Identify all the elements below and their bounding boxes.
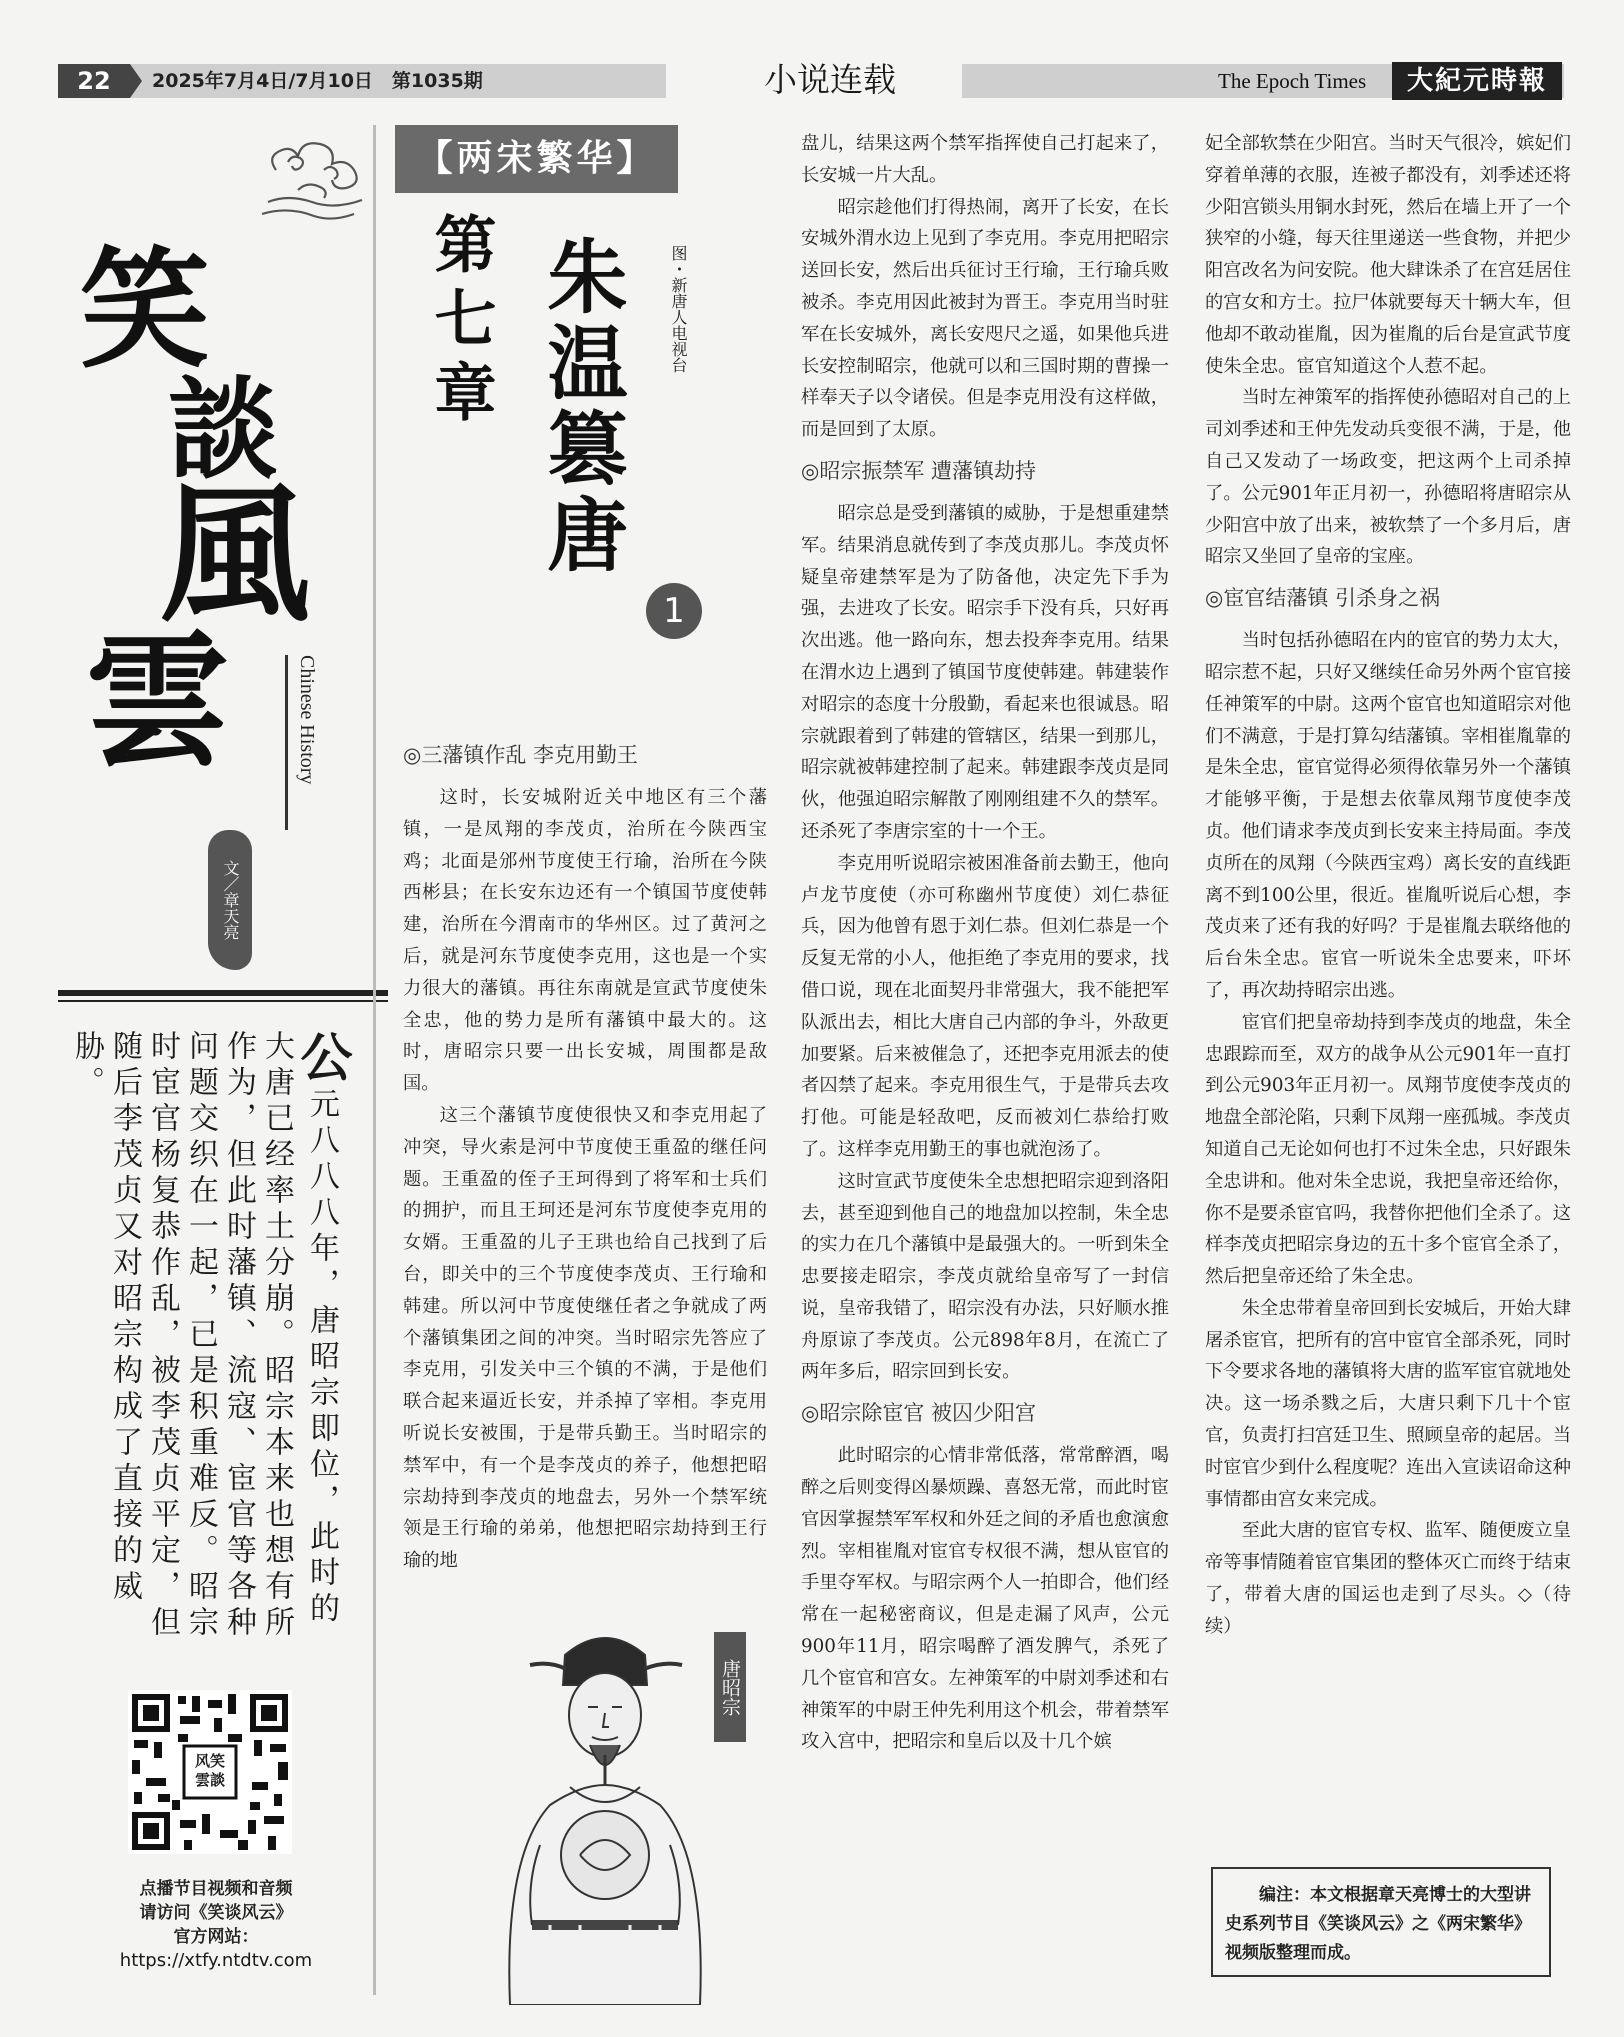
paragraph: 朱全忠带着皇帝回到长安城后，开始大肆屠杀宦官，把所有的宫中宦官全部杀死，同时下令要求各地的藩镇将大唐的监军宦官就地处决。这一场杀戮之后，大唐只剩下几十个宦官，负责打扫宫廷卫生、照顾皇帝的起居。当时宦官少到什么程度呢？连出入宣读诏命这种事情都由宫女来完成。 — [1205, 1297, 1571, 1510]
editor-note-text: 编注：本文根据章天亮博士的大型讲史系列节目《笑谈风云》之《两宋繁华》视频版整理而成。 — [1225, 1885, 1531, 1963]
paragraph: 这三个藩镇节度使很快又和李克用起了冲突，导火索是河中节度使王重盈的继任问题。王重盈的侄子王珂得到了将军和士兵们的拥护，而且王珂还是河东节度使李克用的女婿。王重盈的儿子王珙也给自己找到了后台，即关中的三个节度使李茂贞、王行瑜和韩建。所以河中节度使继任者之争就成了两个藩镇集团之间的冲突。当时昭宗先答应了李克用，引发关中三个镇的不满，于是他们联合起来逼近长安，并杀掉了宰相。李克用听说长安被围，于是带兵勤王。当时昭宗的禁军中，有一个是李茂贞的养子，他想把昭宗劫持到李茂贞的地盘去，另外一个禁军统领是王行瑜的弟弟，他想把昭宗劫持到王行瑜的地 — [403, 1104, 767, 1572]
paragraph: 宦官们把皇帝劫持到李茂贞的地盘，朱全忠跟踪而至，双方的战争从公元901年一直打到公元903年正月初一。凤翔节度使李茂贞的地盘全部沦陷，只剩下凤翔一座孤城。李茂贞知道自己无论如何也打不过朱全忠，只好跟朱全忠讲和。他对朱全忠说，我把皇帝还给你，你不是要杀宦官吗，我替你把他们全杀了。这样李茂贞把昭宗身边的五十多个宦官全杀了，然后把皇帝还给了朱全忠。 — [1205, 1011, 1571, 1288]
subheading: ◎宦官结藩镇 引杀身之祸 — [1205, 586, 1440, 611]
issue-date: 2025年7月4日/7月10日 第1035期 — [152, 70, 483, 92]
calligraphy-char-1: 笑 — [80, 233, 211, 386]
paragraph-continued: 盘儿，结果这两个禁军指挥使自己打起来了，长安城一片大乱。 — [801, 133, 1169, 186]
subheading: ◎三藩镇作乱 李克用勤王 — [403, 743, 638, 767]
image-credit: 图・新唐人电视台 — [669, 245, 688, 373]
qr-url-link[interactable]: https://xtfy.ntdtv.com — [119, 1950, 313, 1971]
part-number-badge: 1 — [646, 583, 702, 639]
series-tag: 【两宋繁华】 — [395, 125, 678, 193]
article-column-2 — [801, 128, 1169, 1758]
left-rule-thin — [58, 1000, 388, 1002]
auspicious-cloud-icon — [258, 140, 368, 230]
qr-caption: 点播节目视频和音频 请访问《笑谈风云》 官方网站： — [139, 1879, 293, 1947]
article-column-1 — [403, 730, 767, 1577]
emperor-portrait-illustration — [470, 1615, 740, 2005]
brand-english: The Epoch Times — [1218, 69, 1367, 93]
editor-note — [1211, 1867, 1551, 1977]
paragraph-continued: 妃全部软禁在少阳宫。当时天气很冷，嫔妃们穿着单薄的衣服，连被子都没有，刘季述还将少阳宫锁头用铜水封死，然后在墙上开了一个狭窄的小缝，每天往里递送一些食物，并把少阳宫改名为问安院。他大肆诛杀了在宫廷居住的宫女和方士。拉尸体就要每天十辆大车，但他却不敢动崔胤，因为崔胤的后台是宣武节度使朱全忠。宦官知道这个人惹不起。 — [1205, 133, 1571, 377]
subheading: ◎昭宗除宦官 被囚少阳宫 — [801, 1401, 1036, 1426]
paragraph: 昭宗总是受到藩镇的威胁，于是想重建禁军。结果消息就传到了李茂贞那儿。李茂贞怀疑皇帝建禁军是为了防备他，决定先下手为强，去进攻了长安。昭宗手下没有兵，只好再次出逃。他一路向东，想去投奔李克用。结果在渭水边上遇到了镇国节度使韩建。韩建装作对昭宗的态度十分殷勤，看起来也很诚恳。昭宗就跟着到了韩建的管辖区，结果一到那儿，昭宗就被韩建控制了起来。韩建跟李茂贞是同伙，他强迫昭宗解散了刚刚组建不久的禁军。还杀死了李唐宗室的十一个王。 — [801, 502, 1169, 842]
paragraph: 李克用听说昭宗被困准备前去勤王，他向卢龙节度使（亦可称幽州节度使）刘仁恭征兵，因为他曾有恩于刘仁恭。但刘仁恭是一个反复无常的小人，他拒绝了李克用的要求，找借口说，现在北面契丹非常强大，我不能把军队派出去，相比大唐自己内部的争斗，外敌更加要紧。后来被催急了，还把李克用派去的使者囚禁了起来。李克用很生气，于是带兵去攻打他。可能是轻敌吧，反而被刘仁恭给打败了。这样李克用勤王的事也就泡汤了。 — [801, 852, 1169, 1160]
paragraph: 这时宣武节度使朱全忠想把昭宗迎到洛阳去，甚至迎到他自己的地盘加以控制，朱全忠的实力在几个藩镇中是最强大的。一听到朱全忠要接走昭宗，李茂贞就给皇帝写了一封信说，皇帝我错了，昭宗没有办法，只好顺水推舟原谅了李茂贞。公元898年8月，在流亡了两年多后，昭宗回到长安。 — [801, 1170, 1169, 1383]
author-badge: 文／章天亮 — [208, 830, 252, 970]
chapter-title: 第七章 — [424, 212, 497, 434]
paragraph: 至此大唐的宦官专权、监军、随便废立皇帝等事情随着宦官集团的整体灭亡而终于结束了，带着大唐的国运也走到了尽头。◇（待续） — [1205, 1520, 1571, 1637]
paragraph: 昭宗趁他们打得热闹，离开了长安，在长安城外渭水边上见到了李克用。李克用把昭宗送回长安，然后出兵征讨王行瑜，王行瑜兵败被杀。李克用因此被封为晋王。李克用当时驻军在长安城外，离长安咫尺之遥，如果他兵进长安控制昭宗，他就可以和三国时期的曹操一样奉天子以令诸侯。但是李克用没有这样做，而是回到了太原。 — [801, 196, 1169, 441]
section-title: 小说连载 — [764, 60, 896, 99]
article-column-3 — [1205, 128, 1571, 1643]
paragraph: 当时左神策军的指挥使孙德昭对自己的上司刘季述和王仲先发动兵变很不满，于是，他自己又发动了一场政变，把这两个上司杀掉了。公元901年正月初一，孙德昭将唐昭宗从少阳宫中放了出来，被软禁了一个多月后，唐昭宗又坐回了皇帝的宝座。 — [1205, 387, 1571, 568]
brand-chinese-logo: 大紀元時報 — [1392, 62, 1562, 100]
paragraph: 当时包括孙德昭在内的宦官的势力太大，昭宗惹不起，只好又继续任命另外两个宦官接任神策军的中尉。这两个宦官也知道昭宗对他们不满意，于是打算勾结藩镇。宰相崔胤靠的是朱全忠，宦官觉得必须得依靠另外一个藩镇才能够平衡，于是想去依靠凤翔节度使李茂贞。他们请求李茂贞到长安来主持局面。李茂贞所在的凤翔（今陕西宝鸡）离长安的直线距离不到100公里，很近。崔胤听说后心想，李茂贞来了还有我的好吗？于是崔胤去联络他的后台朱全忠。宦官一听说朱全忠要来，吓坏了，再次劫持昭宗出逃。 — [1205, 630, 1571, 1001]
page-number-arrow — [130, 64, 142, 98]
portrait-label: 唐昭宗 — [714, 1632, 746, 1742]
brand-vertical-rule — [285, 655, 288, 830]
intro-text: 元八八八年，唐昭宗即位，此时的大唐已经率土分崩。昭宗本来也想有所作为，但此时藩镇、流寇、宦官等各种问题交织在一起，已是积重难反。昭宗时宦官杨复恭作乱，被李茂贞平定，但随后李茂贞又对昭宗构成了直接的威胁。 — [69, 1030, 339, 1642]
left-rule-thick — [58, 990, 388, 996]
paragraph: 这时，长安城附近关中地区有三个藩镇，一是凤翔的李茂贞，治所在今陕西宝鸡；北面是邠州节度使王行瑜，治所在今陕西彬县；在长安东边还有一个镇国节度使韩建，治所在今渭南市的华州区。过了黄河之后，就是河东节度使李克用，这也是一个实力很大的藩镇。再往东南就是宣武节度使朱全忠，他的势力是所有藩镇中最大的。这时，唐昭宗只要一出长安城，周围都是敌国。 — [403, 787, 767, 1095]
paragraph: 此时昭宗的心情非常低落，常常醉酒，喝醉之后则变得凶暴烦躁、喜怒无常，而此时宦官因掌握禁军军权和外廷之间的矛盾也愈演愈烈。宰相崔胤对宦官专权很不满，想从宦官的手里夺军权。与昭宗两个人一拍即合，他们经常在一起秘密商议，但是走漏了风声，公元900年11月，昭宗喝醉了酒发脾气，杀死了几个宦官和宫女。左神策军的中尉刘季述和右神策军的中尉王仲先利用这个机会，带着禁军攻入宫中，把昭宗和皇后以及十几个嫔 — [801, 1445, 1169, 1753]
page-number: 22 — [58, 64, 130, 98]
calligraphy-char-4: 雲 — [85, 617, 230, 787]
intro-drop-cap: 公 — [291, 1030, 351, 1088]
calligraphy-char-2: 談 — [168, 365, 278, 494]
calligraphy-char-3: 風 — [160, 467, 311, 643]
qr-center-logo: 风笑雲談 — [194, 1752, 225, 1789]
subheading: ◎昭宗振禁军 遭藩镇劫持 — [801, 458, 1036, 483]
column-divider — [373, 125, 376, 1995]
intro-paragraph — [65, 1030, 351, 1650]
brand-english-label: Chinese History — [296, 655, 318, 785]
article-title: 朱温篡唐 — [534, 235, 627, 579]
